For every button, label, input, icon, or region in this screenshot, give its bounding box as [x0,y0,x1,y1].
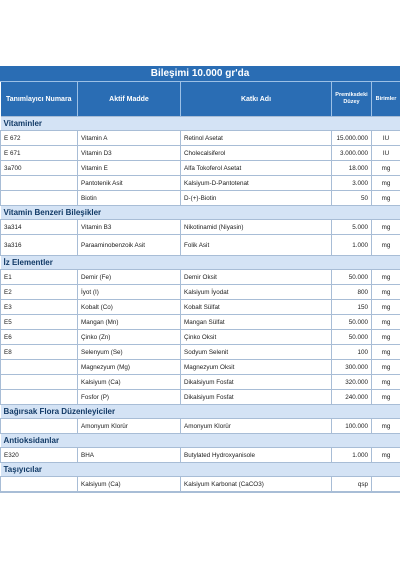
section-header [1,405,400,419]
section-title: Vitaminler [1,117,400,131]
cell-additive: Mangan Sülfat [181,315,332,330]
composition-table-container [0,66,400,493]
cell-active: Biotin [78,191,181,206]
cell-active: BHA [78,448,181,463]
cell-code: 3a314 [1,220,78,235]
table-row [1,315,400,330]
cell-code: E320 [1,448,78,463]
table-row [1,330,400,345]
section-header [1,206,400,220]
cell-unit: mg [372,220,400,235]
cell-amount: 320.000 [332,375,372,390]
cell-code [1,176,78,191]
table-row [1,390,400,405]
cell-amount: 1.000 [332,448,372,463]
cell-active: İyot (I) [78,285,181,300]
cell-additive: Dikalsiyum Fosfat [181,375,332,390]
cell-amount: 50 [332,191,372,206]
cell-amount: 50.000 [332,330,372,345]
cell-unit: mg [372,330,400,345]
cell-additive: Cholecalsiferol [181,146,332,161]
cell-unit: mg [372,191,400,206]
cell-amount: 50.000 [332,270,372,285]
cell-code [1,419,78,434]
table-row [1,448,400,463]
section-title: Vitamin Benzeri Bileşikler [1,206,400,220]
table-row [1,176,400,191]
table-title: Bileşimi 10.000 gr'da [0,66,400,82]
table-row [1,191,400,206]
cell-code: E 671 [1,146,78,161]
composition-table [0,82,400,492]
cell-amount: 3.000.000 [332,146,372,161]
cell-unit: mg [372,235,400,256]
cell-code: E1 [1,270,78,285]
section-header [1,434,400,448]
cell-amount: 800 [332,285,372,300]
cell-unit: mg [372,390,400,405]
cell-active: Pantotenik Asit [78,176,181,191]
cell-code: E8 [1,345,78,360]
cell-unit: mg [372,345,400,360]
cell-additive: Kalsiyum Karbonat (CaCO3) [181,477,332,492]
section-header [1,463,400,477]
cell-additive: Alfa Tokoferol Asetat [181,161,332,176]
cell-additive: Butylated Hydroxyanisole [181,448,332,463]
cell-additive: Amonyum Klorür [181,419,332,434]
header-unit: Birimler [372,82,400,117]
cell-active: Amonyum Klorür [78,419,181,434]
cell-additive: Sodyum Selenit [181,345,332,360]
cell-unit [372,477,400,492]
cell-amount: 240.000 [332,390,372,405]
cell-amount: 100 [332,345,372,360]
table-row [1,146,400,161]
cell-amount: 300.000 [332,360,372,375]
bottom-rule [0,492,400,493]
cell-unit: mg [372,176,400,191]
table-row [1,131,400,146]
cell-code [1,191,78,206]
cell-unit: mg [372,270,400,285]
cell-code: E2 [1,285,78,300]
cell-unit: mg [372,419,400,434]
cell-active: Fosfor (P) [78,390,181,405]
cell-active: Vitamin D3 [78,146,181,161]
cell-amount: qsp [332,477,372,492]
cell-code: E 672 [1,131,78,146]
header-active: Aktif Madde [78,82,181,117]
section-title: Taşıyıcılar [1,463,400,477]
cell-amount: 1.000 [332,235,372,256]
cell-unit: IU [372,146,400,161]
cell-active: Mangan (Mn) [78,315,181,330]
table-row [1,300,400,315]
cell-code [1,390,78,405]
cell-active: Kalsiyum (Ca) [78,375,181,390]
cell-additive: Kalsiyum İyodat [181,285,332,300]
cell-amount: 3.000 [332,176,372,191]
header-row [1,82,400,117]
cell-unit: mg [372,300,400,315]
cell-active: Vitamin A [78,131,181,146]
cell-code: 3a700 [1,161,78,176]
cell-unit: mg [372,375,400,390]
table-row [1,419,400,434]
header-premix: Premiksdeki Düzey [332,82,372,117]
table-row [1,477,400,492]
cell-amount: 150 [332,300,372,315]
table-row [1,345,400,360]
table-row [1,360,400,375]
section-title: İz Elementler [1,256,400,270]
table-row [1,375,400,390]
section-title: Antioksidanlar [1,434,400,448]
table-row [1,161,400,176]
section-title: Bağırsak Flora Düzenleyiciler [1,405,400,419]
cell-unit: mg [372,448,400,463]
cell-additive: Çinko Oksit [181,330,332,345]
cell-additive: Retinol Asetat [181,131,332,146]
cell-active: Vitamin B3 [78,220,181,235]
table-row [1,235,400,256]
header-additive: Katkı Adı [181,82,332,117]
cell-active: Kalsiyum (Ca) [78,477,181,492]
cell-active: Demir (Fe) [78,270,181,285]
cell-additive: Dikalsiyum Fosfat [181,390,332,405]
cell-active: Vitamin E [78,161,181,176]
table-row [1,220,400,235]
table-body [1,117,400,492]
cell-code [1,360,78,375]
table-row [1,285,400,300]
table-row [1,270,400,285]
cell-additive: Folik Asit [181,235,332,256]
header-code: Tanımlayıcı Numara [1,82,78,117]
cell-amount: 100.000 [332,419,372,434]
cell-active: Selenyum (Se) [78,345,181,360]
section-header [1,256,400,270]
cell-additive: D-(+)-Biotin [181,191,332,206]
cell-amount: 50.000 [332,315,372,330]
cell-active: Çinko (Zn) [78,330,181,345]
cell-amount: 15.000.000 [332,131,372,146]
cell-additive: Demir Oksit [181,270,332,285]
cell-additive: Kobalt Sülfat [181,300,332,315]
cell-additive: Magnezyum Oksit [181,360,332,375]
cell-unit: mg [372,161,400,176]
cell-amount: 18.000 [332,161,372,176]
cell-code: E5 [1,315,78,330]
cell-active: Magnezyum (Mg) [78,360,181,375]
cell-code: E3 [1,300,78,315]
cell-additive: Nikotinamid (Niyasin) [181,220,332,235]
cell-amount: 5.000 [332,220,372,235]
cell-unit: mg [372,360,400,375]
section-header [1,117,400,131]
cell-active: Paraaminobenzoik Asit [78,235,181,256]
cell-code [1,477,78,492]
cell-additive: Kalsiyum-D-Pantotenat [181,176,332,191]
cell-unit: mg [372,285,400,300]
cell-code: E6 [1,330,78,345]
cell-unit: IU [372,131,400,146]
cell-code: 3a316 [1,235,78,256]
cell-code [1,375,78,390]
cell-active: Kobalt (Co) [78,300,181,315]
cell-unit: mg [372,315,400,330]
